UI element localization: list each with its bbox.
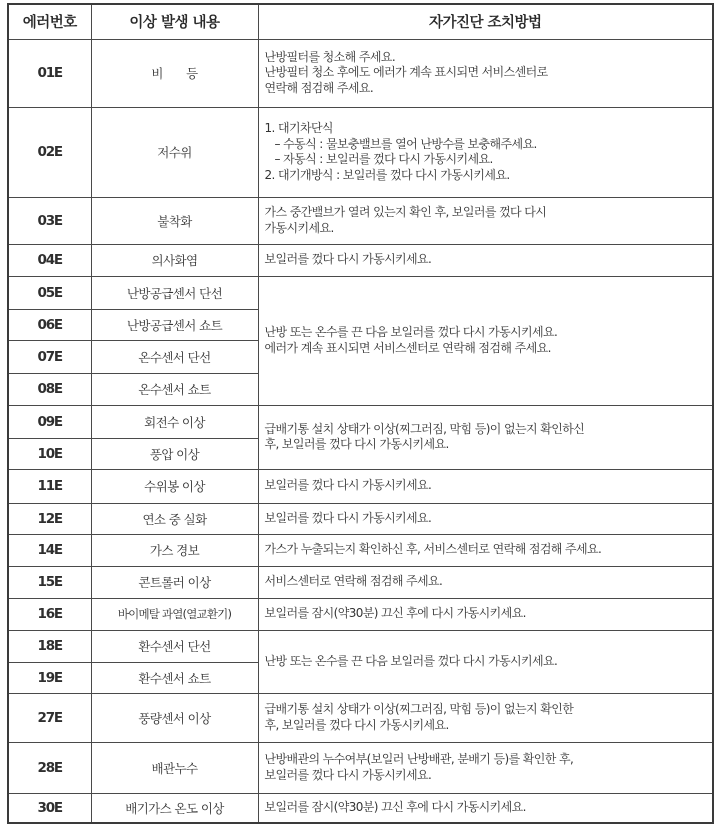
table-row <box>8 793 713 823</box>
action-cell <box>258 566 713 598</box>
table-row <box>8 244 713 276</box>
header-action: 자가진단 조치방법 <box>258 4 713 39</box>
action-line: 연락해 점검해 주세요. <box>264 80 374 95</box>
action-line: 후, 보일러를 껐다 다시 가동시키세요. <box>264 437 449 451</box>
table-row <box>8 534 713 566</box>
action-cell <box>258 742 713 793</box>
table-row <box>8 469 713 503</box>
error-description: 배기가스 온도 이상 <box>91 793 258 823</box>
error-code: 15E <box>8 566 91 598</box>
error-code: 12E <box>8 503 91 534</box>
error-description: 연소 중 실화 <box>91 503 258 534</box>
action-cell <box>258 693 713 742</box>
action-line: 가스 중간밸브가 열려 있는지 확인 후, 보일러를 껐다 다시 <box>264 205 547 219</box>
action-line: 1. 대기차단식 <box>264 121 333 135</box>
action-line: 난방필터를 청소해 주세요. <box>264 49 396 64</box>
error-code: 28E <box>8 742 91 793</box>
action-line: 2. 대기개방식 : 보일러를 껐다 다시 가동시키세요. <box>264 167 510 182</box>
error-description: 수위봉 이상 <box>91 469 258 503</box>
action-line: 급배기통 설치 상태가 이상(찌그러짐, 막힘 등)이 없는지 확인하신 <box>264 421 585 436</box>
error-code: 03E <box>8 197 91 244</box>
table-row <box>8 566 713 598</box>
error-code: 16E <box>8 598 91 630</box>
action-line: 보일러를 잠시(약30분) 끄신 후에 다시 가동시키세요. <box>264 800 526 814</box>
error-description: 온수센서 단선 <box>91 340 258 373</box>
action-cell <box>258 405 713 469</box>
error-description: 풍압 이상 <box>91 438 258 469</box>
error-description: 환수센서 쇼트 <box>91 662 258 693</box>
error-description: 환수센서 단선 <box>91 630 258 662</box>
table-row <box>8 693 713 742</box>
action-cell <box>258 107 713 197</box>
error-code: 11E <box>8 469 91 503</box>
error-code: 14E <box>8 534 91 566</box>
error-code: 18E <box>8 630 91 662</box>
table-row <box>8 630 713 662</box>
error-description: 회전수 이상 <box>91 405 258 438</box>
action-cell <box>258 197 713 244</box>
action-cell <box>258 276 713 405</box>
table-header-row <box>8 4 713 39</box>
error-description: 배관누수 <box>91 742 258 793</box>
error-description: 콘트롤러 이상 <box>91 566 258 598</box>
error-code: 09E <box>8 405 91 438</box>
table-row <box>8 503 713 534</box>
action-cell <box>258 793 713 823</box>
action-line: 보일러를 잠시(약30분) 끄신 후에 다시 가동시키세요. <box>264 606 526 621</box>
error-code: 05E <box>8 276 91 309</box>
error-description: 난방공급센서 단선 <box>91 276 258 309</box>
error-description: 저수위 <box>91 107 258 197</box>
action-line: 보일러를 껐다 다시 가동시키세요. <box>264 510 432 525</box>
error-code: 19E <box>8 662 91 693</box>
error-code-table <box>7 3 714 824</box>
header-error-code: 에러번호 <box>8 4 91 39</box>
action-line: – 수동식 : 물보충밸브를 열어 난방수를 보충해주세요. <box>274 136 537 151</box>
error-description: 풍량센서 이상 <box>91 693 258 742</box>
error-code: 08E <box>8 373 91 405</box>
action-line: 급배기통 설치 상태가 이상(찌그러짐, 막힘 등)이 없는지 확인한 <box>264 702 574 716</box>
action-line: 에러가 계속 표시되면 서비스센터로 연락해 점검해 주세요. <box>264 340 551 355</box>
action-line: 가스가 누출되는지 확인하신 후, 서비스센터로 연락해 점검해 주세요. <box>264 542 602 557</box>
action-line: 난방필터 청소 후에도 에러가 계속 표시되면 서비스센터로 <box>264 65 548 80</box>
error-description: 비 등 <box>91 39 258 107</box>
action-cell <box>258 598 713 630</box>
error-code: 06E <box>8 309 91 340</box>
table-row <box>8 598 713 630</box>
action-cell <box>258 503 713 534</box>
header-description: 이상 발생 내용 <box>91 4 258 39</box>
table-row <box>8 276 713 309</box>
action-cell <box>258 244 713 276</box>
action-cell <box>258 469 713 503</box>
error-code: 27E <box>8 693 91 742</box>
table-row <box>8 405 713 438</box>
table-row <box>8 107 713 197</box>
action-line: 난방배관의 누수여부(보일러 난방배관, 분배기 등)를 확인한 후, <box>264 752 574 766</box>
action-line: 난방 또는 온수를 끈 다음 보일러를 껐다 다시 가동시키세요. <box>264 325 558 339</box>
action-line: 가동시키세요. <box>264 220 334 235</box>
error-code: 02E <box>8 107 91 197</box>
error-description: 온수센서 쇼트 <box>91 373 258 405</box>
action-line: 후, 보일러를 껐다 다시 가동시키세요. <box>264 717 449 732</box>
action-line: 보일러를 껐다 다시 가동시키세요. <box>264 767 432 782</box>
error-description: 불착화 <box>91 197 258 244</box>
action-line: 보일러를 껐다 다시 가동시키세요. <box>264 252 432 267</box>
action-line: 보일러를 껐다 다시 가동시키세요. <box>264 478 432 493</box>
error-description: 난방공급센서 쇼트 <box>91 309 258 340</box>
error-description: 바이메탈 과열(열교환기) <box>91 598 258 630</box>
action-line: 서비스센터로 연락해 점검해 주세요. <box>264 574 443 589</box>
action-cell <box>258 630 713 693</box>
action-line: – 자동식 : 보일러를 껐다 다시 가동시키세요. <box>274 152 493 166</box>
error-description: 의사화염 <box>91 244 258 276</box>
error-code: 30E <box>8 793 91 823</box>
action-line: 난방 또는 온수를 끈 다음 보일러를 껐다 다시 가동시키세요. <box>264 653 558 668</box>
action-cell <box>258 39 713 107</box>
error-code: 07E <box>8 340 91 373</box>
error-description: 가스 경보 <box>91 534 258 566</box>
table-row <box>8 197 713 244</box>
error-code: 10E <box>8 438 91 469</box>
table-row <box>8 742 713 793</box>
error-code: 04E <box>8 244 91 276</box>
error-code: 01E <box>8 39 91 107</box>
table-row <box>8 39 713 107</box>
action-cell <box>258 534 713 566</box>
